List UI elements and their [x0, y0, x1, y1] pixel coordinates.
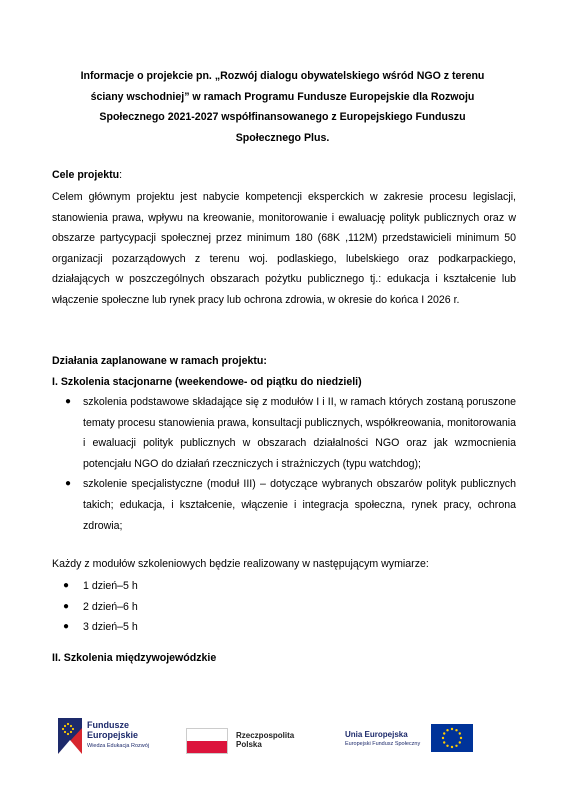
- wymiar-text: 2 dzień–6 h: [83, 600, 138, 613]
- title-line-1: Informacje o projekcie pn. „Rozwój dialogu obywatelskiego wśród NGO z terenu: [80, 70, 485, 82]
- rp-line-1: Rzeczpospolita: [236, 731, 295, 740]
- bullet-icon: ●: [63, 600, 70, 612]
- title-line-3: Społecznego 2021-2027 współfinansowanego z Europejskiego Funduszu: [99, 111, 466, 123]
- unia-europejska-logo: [345, 720, 475, 756]
- eu-flag-icon: [431, 724, 473, 752]
- bullet-text: szkolenia podstawowe składające się z modułów I i II, w ramach których zostaną poruszone tematy procesu stanowienia prawa, konsultacji publicznych, współkreowania, monitorowania i ewaluacji polityk publicznych w obszarach działalności NGO oraz jak wzmocnienia potencjału NGO do działań rzeczniczych i strażniczych (typu watchdog);: [83, 396, 516, 470]
- list-item: [52, 392, 516, 474]
- eu-star-icon: [455, 729, 457, 731]
- eu-star-icon: [443, 741, 445, 743]
- eu-star-icon: [446, 729, 448, 731]
- fundusze-europejskie-mark-icon: [58, 718, 82, 754]
- bullet-text: szkolenie specjalistyczne (moduł III) – dotyczące wybranych obszarów polityk publicznych takich; edukacja, i kształcenie, włączenie i integracja społeczna, rynek pracy, ochrona zdrowia;: [83, 478, 516, 532]
- title-line-2: ściany wschodniej” w ramach Programu Fundusze Europejskie dla Rozwoju: [90, 90, 475, 103]
- cele-heading-colon: :: [119, 169, 123, 181]
- szkolenia-bullet-list: [52, 392, 516, 536]
- fe-line-1: Fundusze: [87, 720, 129, 730]
- szkolenia-stacjonarne-heading: I. Szkolenia stacjonarne (weekendowe- od piątku do niedzieli): [52, 376, 362, 388]
- eu-star-icon: [451, 746, 453, 748]
- document-title: [60, 66, 505, 148]
- fe-line-3: Wiedza Edukacja Rozwój: [87, 743, 150, 749]
- bullet-icon: ●: [63, 621, 70, 633]
- ue-line-2: Europejski Fundusz Społeczny: [345, 741, 421, 747]
- cele-heading: [52, 168, 122, 182]
- wymiar-text: 1 dzień–5 h: [83, 580, 138, 592]
- eu-star-icon: [451, 728, 453, 730]
- wymiar-text: 3 dzień–5 h: [83, 621, 138, 634]
- bullet-icon: ●: [65, 396, 72, 407]
- bullet-icon: ●: [63, 580, 70, 591]
- eu-star-icon: [443, 732, 445, 734]
- szkolenia-miedzywojewodzkie-heading: II. Szkolenia międzywojewódzkie: [52, 652, 217, 664]
- bullet-icon: ●: [65, 478, 72, 490]
- eu-star-icon: [446, 745, 448, 747]
- list-item: [52, 474, 516, 536]
- ue-line-1: Unia Europejska: [345, 730, 408, 739]
- title-line-4: Społecznego Plus.: [235, 131, 330, 144]
- dzialania-heading: Działania zaplanowane w ramach projektu:: [52, 355, 267, 367]
- polish-flag-icon: [186, 728, 228, 754]
- eu-star-icon: [460, 737, 462, 739]
- eu-star-icon: [459, 732, 461, 734]
- rp-line-2: Polska: [236, 740, 262, 749]
- fe-line-2: Europejskie: [87, 730, 139, 740]
- cele-heading-text: Cele projektu: [52, 169, 120, 181]
- eu-star-icon: [455, 745, 457, 747]
- fundusze-europejskie-logo: [58, 716, 178, 760]
- rzeczpospolita-polska-logo: [186, 722, 316, 756]
- eu-star-icon: [442, 737, 444, 739]
- eu-star-icon: [459, 741, 461, 743]
- wymiar-intro: Każdy z modułów szkoleniowych będzie realizowany w następującym wymiarze:: [52, 558, 429, 570]
- cele-paragraph: Celem głównym projektu jest nabycie kompetencji eksperckich w zakresie procesu legislacji, stanowienia prawa, wpływu na kreowanie, monitorowanie i ewaluację polityk publicznych oraz w obszarze partycypacji społecznej przez minimum 180 (68K ,112M) przedstawicieli minimum 50 organizacji pozarządowych z terenu woj. podlaskiego, lubelskiego oraz podkarpackiego, działających w poszczególnych obszarach pożytku publicznego tj.: edukacja i kształcenie lub włączenie społeczne lub rynek pracy lub ochrona zdrowia, w okresie do końca I 2026 r.: [52, 191, 516, 306]
